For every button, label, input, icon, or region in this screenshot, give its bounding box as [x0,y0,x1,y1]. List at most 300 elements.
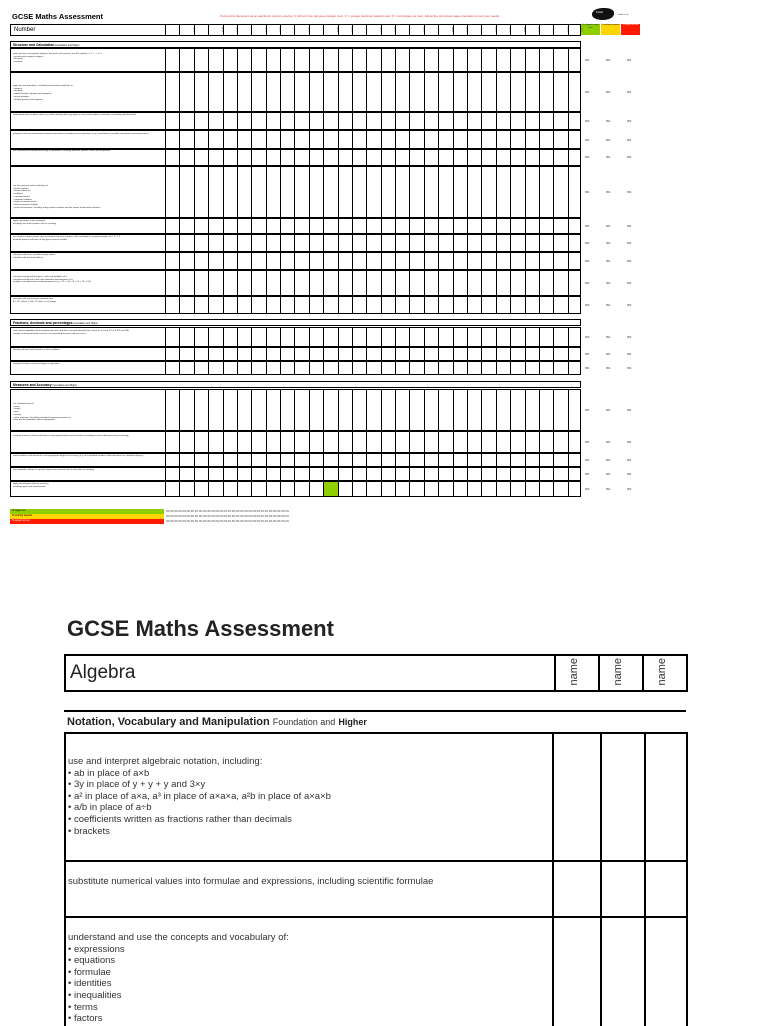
assessment-cell[interactable] [309,348,323,360]
assessment-cell[interactable] [409,113,423,129]
assessment-cell[interactable] [453,297,467,313]
assessment-cell[interactable] [481,271,495,295]
assessment-cell[interactable] [309,271,323,295]
assessment-cell[interactable] [179,297,193,313]
assessment-cell[interactable] [165,219,179,233]
assessment-cell[interactable] [525,219,539,233]
assessment-cell[interactable] [600,862,646,916]
assessment-cell[interactable] [424,454,438,466]
assessment-cell[interactable] [251,348,265,360]
assessment-cell[interactable] [223,149,237,165]
assessment-cell[interactable] [309,167,323,217]
assessment-cell[interactable] [352,167,366,217]
assessment-cell[interactable] [237,432,251,452]
assessment-cell[interactable] [453,253,467,269]
assessment-cell[interactable] [496,219,510,233]
assessment-cell[interactable] [208,113,222,129]
assessment-cell[interactable] [223,432,237,452]
assessment-cell[interactable] [381,432,395,452]
assessment-cell[interactable] [381,131,395,149]
assessment-cell[interactable] [251,73,265,111]
assessment-cell[interactable] [237,167,251,217]
assessment-cell[interactable] [194,49,208,71]
assessment-cell[interactable] [323,328,337,346]
pupil-name-col-1[interactable] [554,656,598,690]
assessment-cell[interactable] [553,271,567,295]
assessment-cell[interactable] [266,432,280,452]
assessment-cell[interactable] [467,482,481,496]
assessment-cell[interactable] [395,432,409,452]
assessment-cell[interactable] [409,362,423,374]
assessment-cell[interactable] [280,348,294,360]
assessment-cell[interactable] [266,219,280,233]
assessment-cell[interactable] [467,432,481,452]
assessment-cell[interactable] [280,390,294,430]
assessment-cell[interactable] [208,297,222,313]
assessment-cell[interactable] [510,49,524,71]
assessment-cell[interactable] [496,454,510,466]
assessment-cell[interactable] [525,271,539,295]
assessment-cell[interactable] [194,362,208,374]
assessment-cell[interactable] [179,131,193,149]
assessment-cell[interactable] [223,219,237,233]
assessment-cell[interactable] [409,49,423,71]
assessment-cell[interactable] [338,271,352,295]
assessment-cell[interactable] [409,149,423,165]
assessment-cell[interactable] [510,468,524,480]
assessment-cell[interactable] [453,454,467,466]
pupil-name-header[interactable]: name [179,25,194,35]
assessment-cell[interactable] [237,73,251,111]
assessment-cell[interactable] [467,348,481,360]
assessment-cell[interactable] [568,328,582,346]
assessment-cell[interactable] [366,73,380,111]
assessment-cell[interactable] [539,297,553,313]
assessment-cell[interactable] [237,219,251,233]
assessment-cell[interactable] [366,454,380,466]
assessment-cell[interactable] [481,73,495,111]
assessment-cell[interactable] [223,253,237,269]
assessment-cell[interactable] [323,131,337,149]
assessment-cell[interactable] [424,390,438,430]
assessment-cell[interactable] [467,454,481,466]
assessment-cell[interactable] [165,390,179,430]
assessment-cell[interactable] [338,390,352,430]
pupil-name-header[interactable]: name [309,25,324,35]
assessment-cell[interactable] [338,235,352,251]
assessment-cell[interactable] [294,49,308,71]
assessment-cell[interactable] [525,113,539,129]
assessment-cell[interactable] [208,390,222,430]
pupil-name-header[interactable]: name [251,25,266,35]
assessment-cell[interactable] [453,468,467,480]
assessment-cell[interactable] [223,113,237,129]
assessment-cell[interactable] [395,468,409,480]
assessment-cell[interactable] [352,348,366,360]
assessment-cell[interactable] [366,113,380,129]
assessment-cell[interactable] [395,167,409,217]
assessment-cell[interactable] [323,235,337,251]
assessment-cell[interactable] [481,454,495,466]
assessment-cell[interactable] [409,297,423,313]
assessment-cell[interactable] [525,235,539,251]
assessment-cell[interactable] [251,131,265,149]
assessment-cell[interactable] [179,253,193,269]
assessment-cell[interactable] [179,348,193,360]
assessment-cell[interactable] [453,271,467,295]
assessment-cell[interactable] [280,297,294,313]
assessment-cell[interactable] [644,862,690,916]
assessment-cell[interactable] [568,390,582,430]
assessment-cell[interactable] [525,348,539,360]
pupil-name-header[interactable]: name [366,25,381,35]
assessment-cell[interactable] [251,253,265,269]
assessment-cell[interactable] [323,113,337,129]
assessment-cell[interactable] [568,167,582,217]
assessment-cell[interactable] [395,49,409,71]
assessment-cell[interactable] [539,482,553,496]
assessment-cell[interactable] [395,235,409,251]
pupil-name-header[interactable]: name [237,25,252,35]
assessment-cell[interactable] [553,219,567,233]
assessment-cell[interactable] [453,432,467,452]
assessment-cell[interactable] [208,348,222,360]
assessment-cell[interactable] [165,468,179,480]
assessment-cell[interactable] [381,235,395,251]
assessment-cell[interactable] [223,390,237,430]
assessment-cell[interactable] [525,362,539,374]
assessment-cell[interactable] [467,167,481,217]
assessment-cell[interactable] [510,219,524,233]
assessment-cell[interactable] [165,432,179,452]
assessment-cell[interactable] [251,328,265,346]
pupil-name-header[interactable]: name [409,25,424,35]
assessment-cell[interactable] [381,482,395,496]
assessment-cell[interactable] [294,454,308,466]
assessment-cell[interactable] [280,219,294,233]
assessment-cell[interactable] [467,49,481,71]
assessment-cell[interactable] [280,113,294,129]
assessment-cell[interactable] [194,432,208,452]
assessment-cell[interactable] [323,297,337,313]
assessment-cell[interactable] [251,390,265,430]
assessment-cell[interactable] [237,271,251,295]
assessment-cell[interactable] [366,328,380,346]
assessment-cell[interactable] [366,49,380,71]
assessment-cell[interactable] [280,482,294,496]
assessment-cell[interactable] [251,362,265,374]
pupil-name-header[interactable]: name [280,25,295,35]
assessment-cell[interactable] [323,73,337,111]
assessment-cell[interactable] [438,390,452,430]
assessment-cell[interactable] [323,149,337,165]
assessment-cell[interactable] [409,271,423,295]
assessment-cell[interactable] [438,348,452,360]
assessment-cell[interactable] [395,253,409,269]
assessment-cell[interactable] [266,454,280,466]
assessment-cell[interactable] [309,49,323,71]
assessment-cell[interactable] [352,235,366,251]
assessment-cell[interactable] [644,918,690,1026]
assessment-cell[interactable] [309,468,323,480]
assessment-cell[interactable] [194,482,208,496]
assessment-cell[interactable] [424,271,438,295]
assessment-cell[interactable] [395,454,409,466]
assessment-cell[interactable] [280,73,294,111]
assessment-cell[interactable] [165,348,179,360]
assessment-cell[interactable] [539,235,553,251]
assessment-cell[interactable] [481,468,495,480]
assessment-cell[interactable] [294,235,308,251]
assessment-cell[interactable] [366,271,380,295]
assessment-cell[interactable] [553,432,567,452]
assessment-cell[interactable] [510,73,524,111]
assessment-cell[interactable] [179,73,193,111]
assessment-cell[interactable] [338,131,352,149]
assessment-cell[interactable] [294,328,308,346]
assessment-cell[interactable] [552,862,602,916]
assessment-cell[interactable] [237,253,251,269]
assessment-cell[interactable] [208,271,222,295]
assessment-cell[interactable] [323,454,337,466]
assessment-cell[interactable] [280,167,294,217]
assessment-cell[interactable] [525,328,539,346]
assessment-cell[interactable] [237,468,251,480]
assessment-cell[interactable] [496,482,510,496]
assessment-cell[interactable] [568,219,582,233]
assessment-cell[interactable] [165,167,179,217]
assessment-cell[interactable] [481,167,495,217]
assessment-cell[interactable] [438,468,452,480]
assessment-cell[interactable] [453,348,467,360]
assessment-cell[interactable] [294,73,308,111]
assessment-cell[interactable] [266,328,280,346]
assessment-cell[interactable] [165,49,179,71]
assessment-cell[interactable] [179,235,193,251]
assessment-cell[interactable] [194,167,208,217]
assessment-cell[interactable] [223,131,237,149]
assessment-cell[interactable] [294,131,308,149]
assessment-cell[interactable] [179,390,193,430]
assessment-cell[interactable] [568,297,582,313]
assessment-cell[interactable] [208,131,222,149]
assessment-cell[interactable] [481,348,495,360]
assessment-cell[interactable] [453,113,467,129]
assessment-cell[interactable] [481,113,495,129]
assessment-cell[interactable] [237,297,251,313]
assessment-cell[interactable] [338,253,352,269]
assessment-cell[interactable] [309,432,323,452]
assessment-cell[interactable] [552,734,602,860]
assessment-cell[interactable] [553,131,567,149]
assessment-cell[interactable] [194,454,208,466]
assessment-cell[interactable] [323,390,337,430]
assessment-cell[interactable] [568,468,582,480]
assessment-cell[interactable] [309,454,323,466]
assessment-cell[interactable] [424,297,438,313]
assessment-cell[interactable] [424,113,438,129]
assessment-cell[interactable] [194,253,208,269]
assessment-cell[interactable] [553,328,567,346]
assessment-cell[interactable] [600,734,646,860]
assessment-cell[interactable] [366,362,380,374]
assessment-cell[interactable] [424,328,438,346]
pupil-name-header[interactable]: name [208,25,223,35]
assessment-cell[interactable] [525,49,539,71]
assessment-cell[interactable] [600,918,646,1026]
assessment-cell[interactable] [510,297,524,313]
assessment-cell[interactable] [409,131,423,149]
pupil-name-header[interactable]: name [338,25,353,35]
assessment-cell[interactable] [223,348,237,360]
assessment-cell[interactable] [366,219,380,233]
pupil-name-header[interactable]: name [395,25,410,35]
assessment-cell[interactable] [208,468,222,480]
assessment-cell[interactable] [251,297,265,313]
assessment-cell[interactable] [467,271,481,295]
assessment-cell[interactable] [223,235,237,251]
assessment-cell[interactable] [237,348,251,360]
pupil-name-header[interactable]: name [165,25,180,35]
assessment-cell[interactable] [323,253,337,269]
assessment-cell[interactable] [251,482,265,496]
assessment-cell[interactable] [352,432,366,452]
assessment-cell[interactable] [165,73,179,111]
assessment-cell[interactable] [309,328,323,346]
assessment-cell[interactable] [366,482,380,496]
pupil-name-header[interactable]: name [510,25,525,35]
pupil-name-header[interactable]: name [323,25,338,35]
assessment-cell[interactable] [352,253,366,269]
assessment-cell[interactable] [179,167,193,217]
assessment-cell[interactable] [179,454,193,466]
assessment-cell[interactable] [208,362,222,374]
assessment-cell[interactable] [467,297,481,313]
assessment-cell[interactable] [309,73,323,111]
assessment-cell[interactable] [553,253,567,269]
assessment-cell[interactable] [338,362,352,374]
assessment-cell[interactable] [208,253,222,269]
assessment-cell[interactable] [237,113,251,129]
assessment-cell[interactable] [525,167,539,217]
assessment-cell[interactable] [266,49,280,71]
assessment-cell[interactable] [510,253,524,269]
assessment-cell[interactable] [179,328,193,346]
assessment-cell[interactable] [510,390,524,430]
assessment-cell[interactable] [438,271,452,295]
assessment-cell[interactable] [352,454,366,466]
assessment-cell[interactable] [366,297,380,313]
assessment-cell[interactable] [251,432,265,452]
assessment-cell[interactable] [409,468,423,480]
assessment-cell[interactable] [539,253,553,269]
assessment-cell[interactable] [438,454,452,466]
pupil-name-header[interactable]: name [352,25,367,35]
assessment-cell[interactable] [438,73,452,111]
assessment-cell[interactable] [409,219,423,233]
assessment-cell[interactable] [352,297,366,313]
assessment-cell[interactable] [338,149,352,165]
assessment-cell[interactable] [395,362,409,374]
assessment-cell[interactable] [553,454,567,466]
assessment-cell[interactable] [366,468,380,480]
assessment-cell[interactable] [237,235,251,251]
assessment-cell[interactable] [352,328,366,346]
assessment-cell[interactable] [381,297,395,313]
assessment-cell[interactable] [366,390,380,430]
assessment-cell[interactable] [266,271,280,295]
assessment-cell[interactable] [251,271,265,295]
assessment-cell[interactable] [539,390,553,430]
assessment-cell[interactable] [223,468,237,480]
assessment-cell[interactable] [223,167,237,217]
assessment-cell[interactable] [395,73,409,111]
assessment-cell[interactable] [467,390,481,430]
assessment-cell[interactable] [539,49,553,71]
assessment-cell[interactable] [553,390,567,430]
assessment-cell[interactable] [366,131,380,149]
assessment-cell[interactable] [568,73,582,111]
assessment-cell[interactable] [194,271,208,295]
assessment-cell[interactable] [553,167,567,217]
assessment-cell[interactable] [481,390,495,430]
assessment-cell[interactable] [323,482,337,496]
assessment-cell[interactable] [223,454,237,466]
assessment-cell[interactable] [553,113,567,129]
assessment-cell[interactable] [366,149,380,165]
assessment-cell[interactable] [352,49,366,71]
pupil-name-col-3[interactable] [642,656,686,690]
assessment-cell[interactable] [438,219,452,233]
assessment-cell[interactable] [352,113,366,129]
assessment-cell[interactable] [179,49,193,71]
pupil-name-header[interactable]: name [496,25,511,35]
assessment-cell[interactable] [294,432,308,452]
assessment-cell[interactable] [294,113,308,129]
assessment-cell[interactable] [438,235,452,251]
assessment-cell[interactable] [568,149,582,165]
assessment-cell[interactable] [208,167,222,217]
assessment-cell[interactable] [208,328,222,346]
assessment-cell[interactable] [496,49,510,71]
assessment-cell[interactable] [381,113,395,129]
assessment-cell[interactable] [510,167,524,217]
assessment-cell[interactable] [453,149,467,165]
assessment-cell[interactable] [453,131,467,149]
pupil-name-header[interactable]: name [381,25,396,35]
assessment-cell[interactable] [194,131,208,149]
assessment-cell[interactable] [237,149,251,165]
assessment-cell[interactable] [266,482,280,496]
assessment-cell[interactable] [323,362,337,374]
assessment-cell[interactable] [179,219,193,233]
assessment-cell[interactable] [481,482,495,496]
assessment-cell[interactable] [194,219,208,233]
assessment-cell[interactable] [352,482,366,496]
assessment-cell[interactable] [323,167,337,217]
assessment-cell[interactable] [438,253,452,269]
assessment-cell[interactable] [280,271,294,295]
assessment-cell[interactable] [481,49,495,71]
assessment-cell[interactable] [309,297,323,313]
assessment-cell[interactable] [338,468,352,480]
assessment-cell[interactable] [568,235,582,251]
assessment-cell[interactable] [568,432,582,452]
assessment-cell[interactable] [510,362,524,374]
assessment-cell[interactable] [553,235,567,251]
assessment-cell[interactable] [395,482,409,496]
assessment-cell[interactable] [237,454,251,466]
